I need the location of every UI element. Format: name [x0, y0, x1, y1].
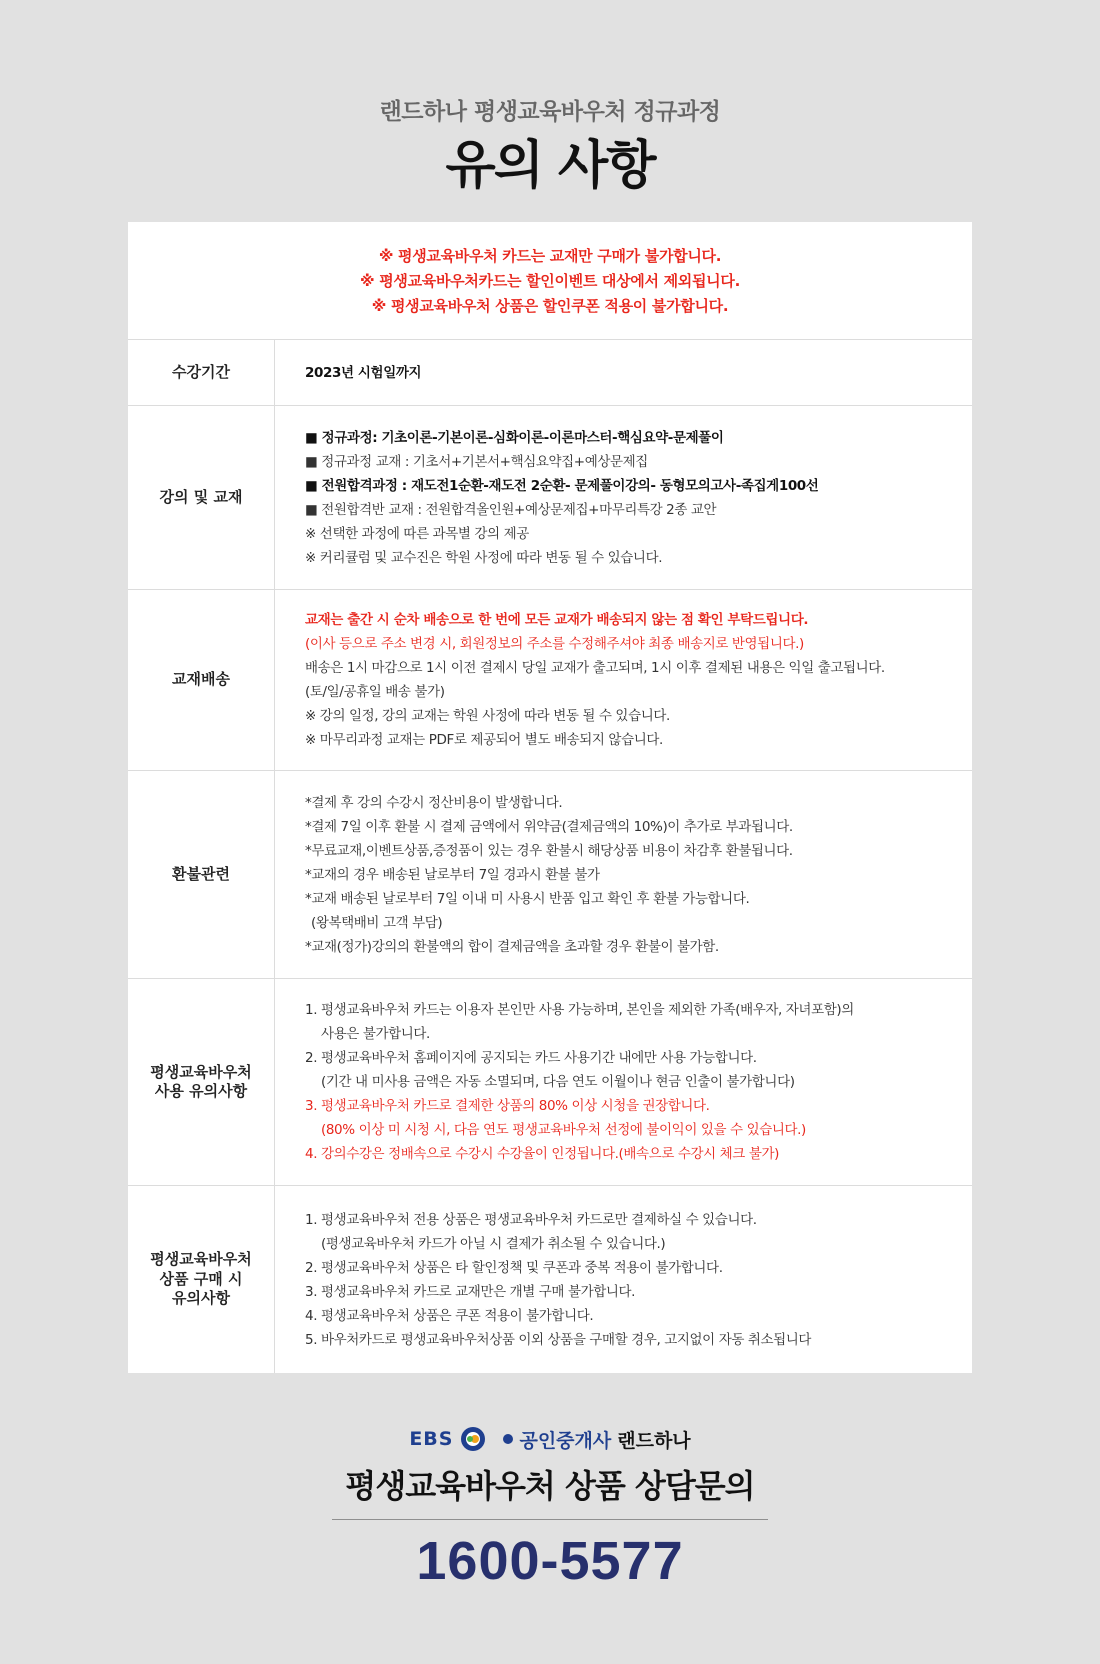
row-content: [275, 1186, 972, 1373]
row-label: 환불관련: [128, 771, 275, 978]
content-line: 2. 평생교육바우처 홈페이지에 공지되는 카드 사용기간 내에만 사용 가능합니다.: [305, 1050, 757, 1066]
content-line: (왕복택배비 고객 부담): [311, 914, 443, 931]
row-content: [275, 979, 972, 1185]
notice-line: ※ 평생교육바우처 상품은 할인쿠폰 적용이 불가합니다.: [371, 297, 729, 315]
content-line: 3. 평생교육바우처 카드로 교재만은 개별 구매 불가합니다.: [305, 1283, 636, 1300]
row-label-line: 평생교육바우처: [150, 1250, 252, 1269]
row-period: [128, 340, 972, 406]
content-line: 4. 평생교육바우처 상품은 쿠폰 적용이 불가합니다.: [305, 1307, 594, 1324]
footer-divider: [332, 1519, 768, 1520]
row-content: [275, 771, 972, 978]
row-label: [128, 979, 275, 1185]
bullet-dot-icon: [503, 1434, 513, 1444]
row-refund: [128, 771, 972, 979]
notice-line: ※ 평생교육바우처카드는 할인이벤트 대상에서 제외됩니다.: [360, 272, 740, 290]
content-line: *교재(정가)강의의 환불액의 합이 결제금액을 초과할 경우 환불이 불가함.: [305, 938, 719, 955]
row-content: [275, 590, 972, 770]
brand-agent-text: 공인중개사: [519, 1429, 612, 1452]
row-label: 교재배송: [128, 590, 275, 770]
content-line: ※ 선택한 과정에 따른 과목별 강의 제공: [305, 525, 529, 542]
content-line: *교재의 경우 배송된 날로부터 7일 경과시 환불 불가: [305, 866, 600, 883]
content-line: 사용은 불가합니다.: [321, 1026, 430, 1042]
content-line: (토/일/공휴일 배송 불가): [305, 684, 445, 700]
content-line: *결제 후 강의 수강시 정산비용이 발생합니다.: [305, 794, 563, 811]
row-label-line: 사용 유의사항: [154, 1082, 248, 1100]
page-header: [0, 0, 1100, 196]
content-line: ■ 전원합격반 교재 : 전원합격올인원+예상문제집+마무리특강 2종 교안: [305, 501, 717, 518]
row-label: 수강기간: [128, 340, 275, 405]
content-line: (이사 등으로 주소 변경 시, 회원정보의 주소를 수정해주셔야 최종 배송지로 반영됩니다.): [305, 636, 804, 652]
content-line: 3. 평생교육바우처 카드로 결제한 상품의 80% 이상 시청을 권장합니다.: [305, 1098, 710, 1114]
content-line: ■ 정규과정: 기초이론-기본이론-심화이론-이론마스터-핵심요약-문제풀이: [305, 429, 724, 446]
content-line: ※ 강의 일정, 강의 교재는 학원 사정에 따라 변동 될 수 있습니다.: [305, 708, 670, 724]
content-line: ■ 정규과정 교재 : 기초서+기본서+핵심요약집+예상문제집: [305, 453, 648, 470]
row-label: 강의 및 교재: [128, 406, 275, 589]
content-line: (기간 내 미사용 금액은 자동 소멸되며, 다음 연도 이월이나 현금 인출이 불가합니다): [321, 1074, 795, 1090]
content-line: ■ 전원합격과정 : 재도전1순환-재도전 2순환- 문제풀이강의- 동형모의고사-족집게100선: [305, 477, 819, 494]
row-delivery: [128, 590, 972, 771]
content-line: 2023년 시험일까지: [305, 364, 422, 381]
content-line: 1. 평생교육바우처 전용 상품은 평생교육바우처 카드로만 결제하실 수 있습니다.: [305, 1211, 757, 1228]
row-label-line: 유의사항: [172, 1289, 230, 1308]
brand-logo: [0, 1425, 1100, 1453]
contact-title: 평생교육바우처 상품 상담문의: [345, 1467, 755, 1505]
row-voucher-purchase: [128, 1186, 972, 1373]
row-label-line: 상품 구매 시: [159, 1269, 243, 1288]
content-line: 배송은 1시 마감으로 1시 이전 결제시 당일 교재가 출고되며, 1시 이후 결제된 내용은 익일 출고됩니다.: [305, 660, 885, 676]
row-label: [128, 1186, 275, 1373]
page-title: 유의 사항: [445, 136, 655, 196]
content-line: ※ 마무리과정 교재는 PDF로 제공되어 별도 배송되지 않습니다.: [305, 732, 663, 748]
content-line: 교재는 출간 시 순차 배송으로 한 번에 모든 교재가 배송되지 않는 점 확인 부탁드립니다.: [305, 612, 809, 628]
content-line: (80% 이상 미 시청 시, 다음 연도 평생교육바우처 선정에 불이익이 있을 수 있습니다.): [321, 1122, 806, 1138]
row-voucher-usage: [128, 979, 972, 1186]
row-lectures: [128, 406, 972, 590]
content-line: (평생교육바우처 카드가 아닐 시 결제가 취소될 수 있습니다.): [321, 1235, 666, 1252]
row-content: [275, 406, 972, 589]
ebs-circle-icon: [459, 1425, 497, 1453]
content-line: *무료교재,이벤트상품,증정품이 있는 경우 환불시 해당상품 비용이 차감후 환불됩니다.: [305, 842, 793, 859]
notice-card: [128, 222, 972, 1373]
brand-name-text: 랜드하나: [617, 1429, 691, 1452]
content-line: 4. 강의수강은 정배속으로 수강시 수강율이 인정됩니다.(배속으로 수강시 체크 불가): [305, 1146, 779, 1162]
phone-number[interactable]: 1600-5577: [416, 1531, 684, 1591]
content-line: 2. 평생교육바우처 상품은 타 할인정책 및 쿠폰과 중복 적용이 불가합니다.: [305, 1259, 723, 1276]
content-line: *결제 7일 이후 환불 시 결제 금액에서 위약금(결제금액의 10%)이 추가로 부과됩니다.: [305, 818, 793, 835]
content-line: *교재 배송된 날로부터 7일 이내 미 사용시 반품 입고 확인 후 환불 가능합니다.: [305, 890, 750, 907]
row-content: [275, 340, 972, 405]
ebs-wordmark: EBS: [409, 1428, 454, 1450]
content-line: ※ 커리큘럼 및 교수진은 학원 사정에 따라 변동 될 수 있습니다.: [305, 549, 663, 566]
page-subtitle: 랜드하나 평생교육바우처 정규과정: [379, 99, 721, 125]
row-label-line: 평생교육바우처: [150, 1062, 252, 1081]
contact-footer: [0, 1425, 1100, 1592]
content-line: 5. 바우처카드로 평생교육바우처상품 이외 상품을 구매할 경우, 고지없이 자동 취소됩니다: [305, 1331, 812, 1348]
notice-line: ※ 평생교육바우처 카드는 교재만 구매가 불가합니다.: [378, 247, 722, 265]
content-line: 1. 평생교육바우처 카드는 이용자 본인만 사용 가능하며, 본인을 제외한 가족(배우자, 자녀포함)의: [305, 1002, 854, 1018]
notice-banner: [128, 222, 972, 340]
